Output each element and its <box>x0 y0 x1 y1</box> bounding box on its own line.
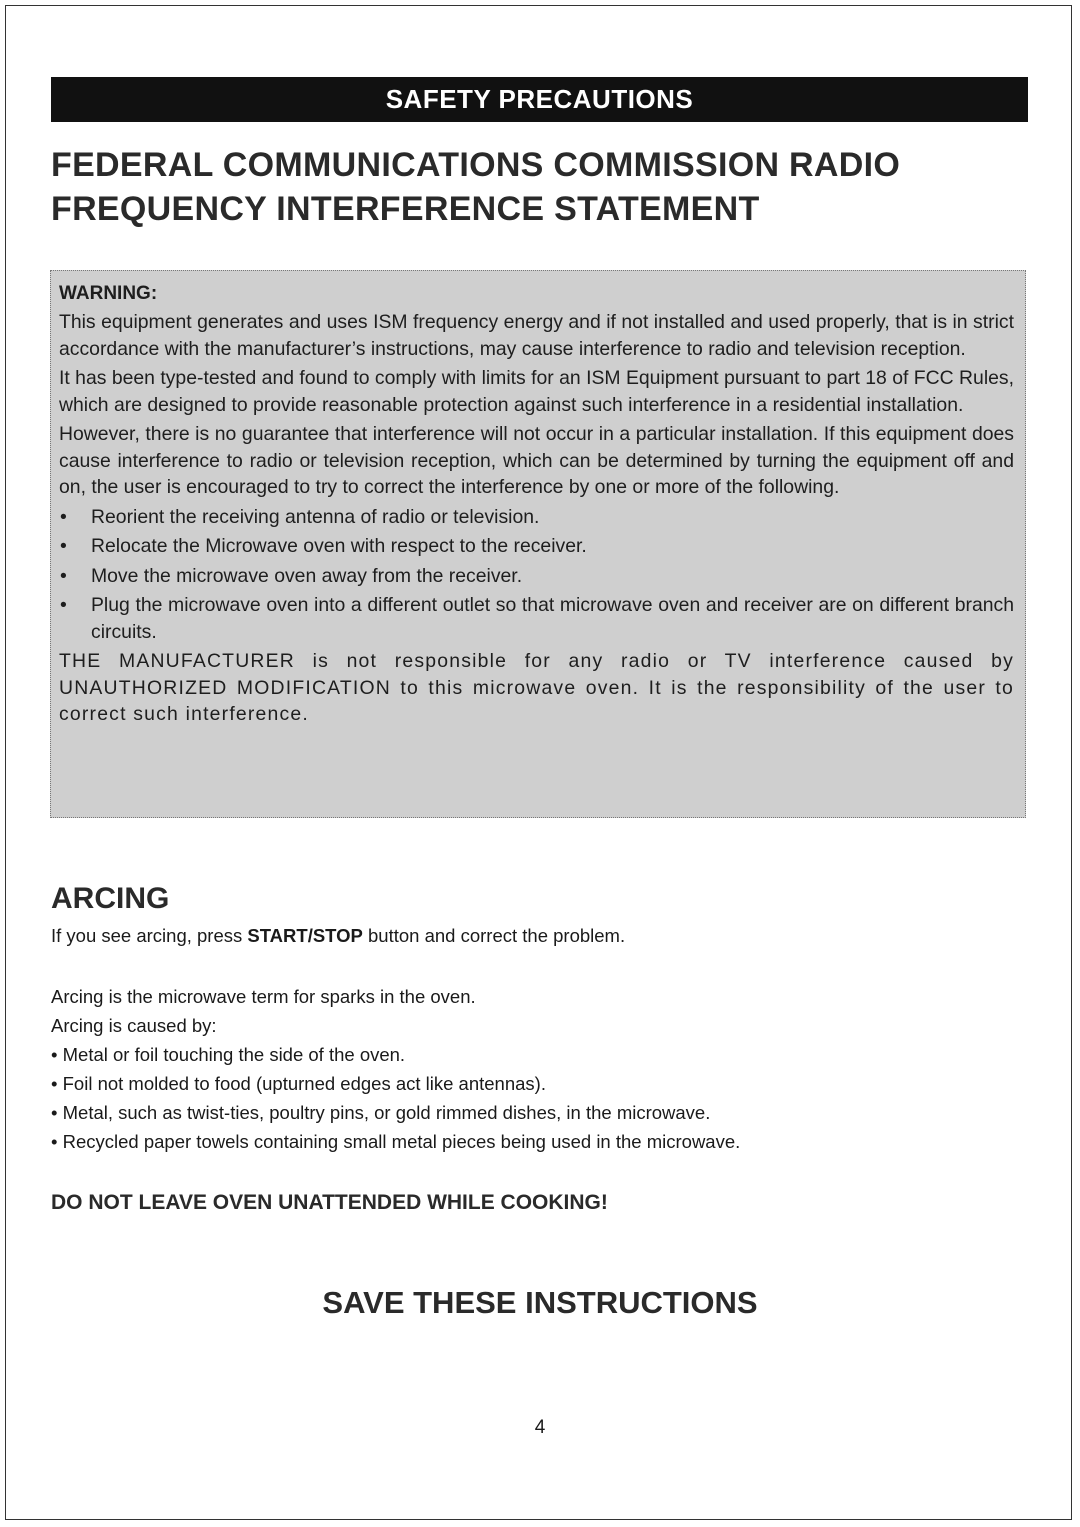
start-stop-label: START/STOP <box>247 925 363 946</box>
warning-box <box>50 270 1026 818</box>
page-number: 4 <box>534 1417 546 1438</box>
manufacturer-disclaimer: THE MANUFACTURER is not responsible for any radio or TV interference caused by UNAUTHORIZED MODIFICATION to this microwave oven. It is the responsibility of the user to correct such interference. <box>59 650 1014 725</box>
warning-paragraph: However, there is no guarantee that interference will not occur in a particular installation. If this equipment does cause interference to radio or television reception, which can be determined by turning the equipment off and on, the user is encouraged to try to correct the interference by one or more of the following. <box>59 423 1014 498</box>
page-title-line-1: FEDERAL COMMUNICATIONS COMMISSION RADIO <box>51 146 901 184</box>
arcing-cause-list <box>51 1040 740 1156</box>
warning-paragraph: This equipment generates and uses ISM frequency energy and if not installed and used properly, that is in strict accordance with the manufacturer’s instructions, may cause interference to radio and television reception. <box>59 311 1014 360</box>
warning-heading: WARNING: <box>59 283 158 304</box>
warning-bullet <box>59 504 1014 531</box>
warning-bullet <box>59 563 1014 590</box>
arcing-intro <box>51 922 625 950</box>
save-instructions-heading: SAVE THESE INSTRUCTIONS <box>322 1285 758 1320</box>
page-title-line-2: FREQUENCY INTERFERENCE STATEMENT <box>51 190 760 228</box>
section-banner: SAFETY PRECAUTIONS <box>51 77 1028 122</box>
unattended-warning: DO NOT LEAVE OVEN UNATTENDED WHILE COOKING! <box>51 1191 608 1214</box>
warning-bullet-text: Reorient the receiving antenna of radio or television. <box>91 505 540 528</box>
page-title <box>51 143 1031 231</box>
arcing-heading: ARCING <box>51 882 170 915</box>
arcing-intro-text-end: button and correct the problem. <box>362 925 626 946</box>
warning-bullet-text: Plug the microwave oven into a different outlet so that microwave oven and receiver are on different branch circuits. <box>91 594 1014 643</box>
bullet-icon: • <box>60 505 67 528</box>
arcing-caused-by: Arcing is caused by: <box>51 1015 217 1036</box>
arcing-definition-block <box>51 982 740 1156</box>
warning-bullet-list <box>59 504 1014 646</box>
arcing-cause: • Foil not molded to food (upturned edges act like antennas). <box>51 1073 546 1094</box>
warning-paragraph: It has been type-tested and found to comply with limits for an ISM Equipment pursuant to part 18 of FCC Rules, which are designed to provide reasonable protection against such interference in a residential installation. <box>59 367 1014 416</box>
bullet-icon: • <box>60 564 67 587</box>
warning-bullet <box>59 592 1014 645</box>
warning-bullet <box>59 533 1014 560</box>
warning-bullet-text: Move the microwave oven away from the receiver. <box>91 564 523 587</box>
bullet-icon: • <box>60 535 67 557</box>
arcing-intro-text: If you see arcing, press <box>51 925 248 946</box>
warning-bullet-text: Relocate the Microwave oven with respect to the receiver. <box>91 535 587 557</box>
arcing-definition: Arcing is the microwave term for sparks in the oven. <box>51 986 476 1007</box>
arcing-cause: • Metal or foil touching the side of the oven. <box>51 1044 406 1065</box>
bullet-icon: • <box>60 594 67 616</box>
arcing-cause: • Recycled paper towels containing small metal pieces being used in the microwave. <box>51 1131 741 1152</box>
arcing-cause: • Metal, such as twist-ties, poultry pins, or gold rimmed dishes, in the microwave. <box>51 1102 711 1123</box>
